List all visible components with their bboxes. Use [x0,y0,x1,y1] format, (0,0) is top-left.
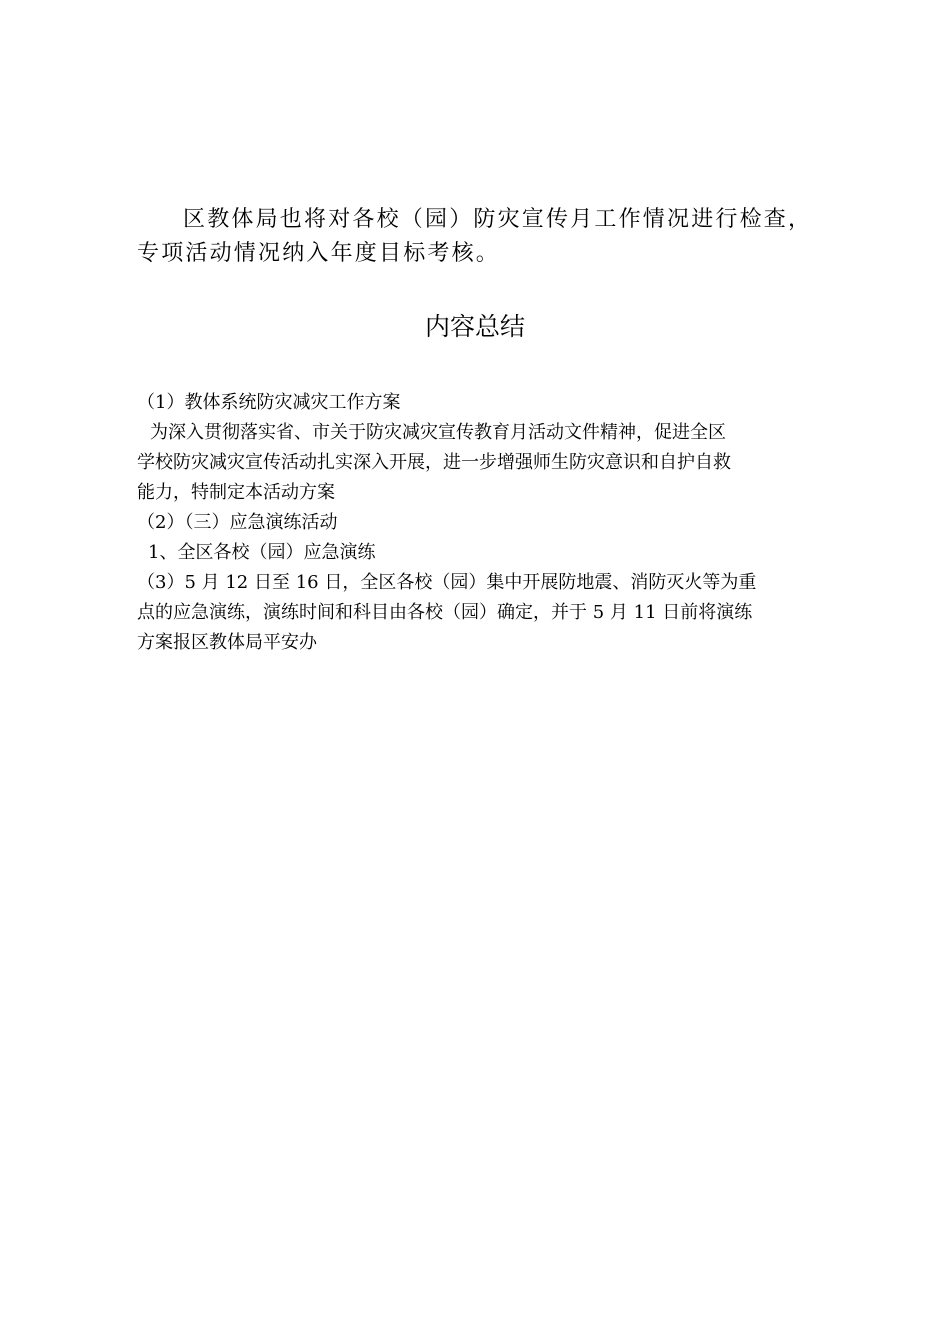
summary-item-3-line-3: 方案报区教体局平安办 [137,632,317,653]
summary-item-1-heading: （1）教体系统防灾减灾工作方案 [137,392,401,413]
intro-paragraph [137,203,837,271]
summary-item-2-sub: 1、全区各校（园）应急演练 [148,542,376,563]
summary-item-3-line-2: 点的应急演练，演练时间和科目由各校（园）确定，并于 5 月 11 日前将演练 [137,602,753,623]
summary-item-1-line-2: 学校防灾减灾宣传活动扎实深入开展，进一步增强师生防灾意识和自护自救 [137,452,731,473]
summary-title: 内容总结 [424,312,525,341]
summary-item-1-line-1: 为深入贯彻落实省、市关于防灾减灾宣传教育月活动文件精神，促进全区 [150,422,726,443]
summary-item-3-line-1: （3）5 月 12 日至 16 日，全区各校（园）集中开展防地震、消防灭火等为重 [137,572,757,593]
summary-item-1-line-3: 能力，特制定本活动方案 [137,482,335,503]
summary-item-2-heading: （2）（三）应急演练活动 [137,512,338,533]
summary-content [137,388,837,658]
intro-line-2: 专项活动情况纳入年度目标考核。 [137,241,501,266]
intro-line-1: 区教体局也将对各校（园）防灾宣传月工作情况进行检查， [183,207,813,232]
